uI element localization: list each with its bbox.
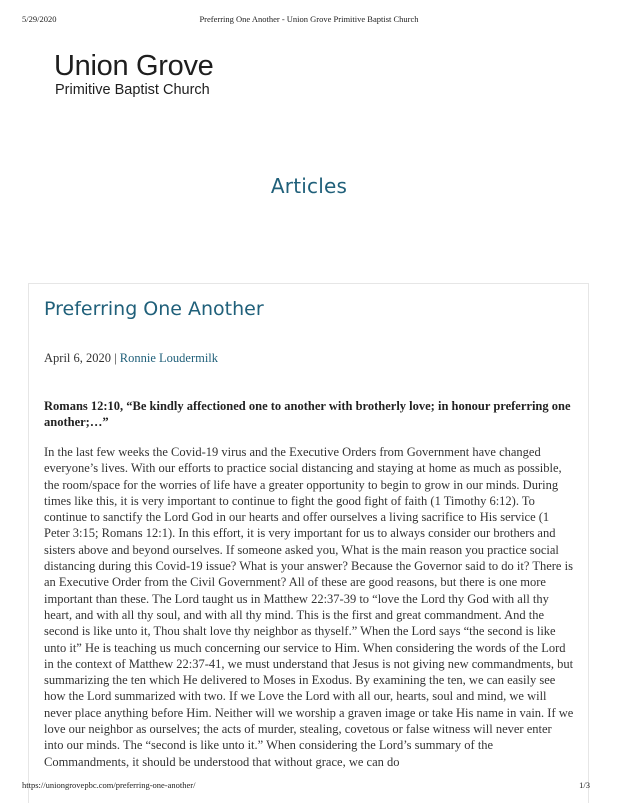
church-logo[interactable] — [54, 50, 274, 102]
print-header — [0, 14, 618, 26]
page-number: 1/3 — [579, 780, 590, 790]
page-url: https://uniongrovepbc.com/preferring-one-another/ — [22, 780, 196, 790]
author-link[interactable]: Ronnie Loudermilk — [119, 351, 219, 365]
print-footer — [0, 780, 618, 792]
post-meta — [44, 351, 218, 366]
article-body: In the last few weeks the Covid-19 virus and the Executive Orders from Government have changed everyone’s lives. With our efforts to practice social distancing and staying at home as much as possible, the room/space for the worries of life have a greater opportunity to begin to grow in our minds. During times like this, it is very important to continue to fight the good fight of faith (1 Timothy 6:12). To continue to sanctify the Lord God in our hearts and offer ourselves a living sacrifice to His service (1 Peter 3:15; Romans 12:1). In this effort, it is very important for us to always consider our brothers and sisters above and beyond ourselves. If someone asked you, What is the main reason you practice social distancing during this Covid-19 issue? What is your answer? Because the Governor said to do it? There is an Executive Order from the Civil Government? All of these are good reasons, but there is one more important than these. The Lord taught us in Matthew 22:37-39 to “love the Lord thy God with all thy heart, and with all thy soul, and with all thy mind. This is the first and great commandment. And the second is like unto it, Thou shalt love thy neighbor as thyself.” When the Lord says “the second is like unto it” He is teaching us much concerning our service to Him. When considering the words of the Lord in the context of Matthew 22:37-41, we must understand that Jesus is not giving new commandments, but summarizing the ten which He delivered to Moses in Exodus. By examining the ten, we can easily see how the Lord summarized with two. If we Love the Lord with all our, hearts, soul and mind, we will never place anything before Him. Neither will we worship a graven image or take His name in vain. If we love our neighbor as ourselves; the acts of murder, stealing, covetous or false witness will never enter into our minds. The “second is like unto it.” When considering the Lord’s summary of the Commandments, it should be understood that without grace, we can do — [44, 445, 574, 769]
logo-subtitle: Primitive Baptist Church — [55, 82, 210, 98]
post-date: April 6, 2020 — [44, 351, 112, 365]
page-title: Articles — [270, 174, 348, 198]
print-date: 5/29/2020 — [22, 14, 57, 24]
post-title[interactable]: Preferring One Another — [44, 298, 264, 320]
scripture-verse: Romans 12:10, “Be kindly affectioned one to another with brotherly love; in honour preferring one another;…” — [44, 399, 571, 429]
print-document-title: Preferring One Another - Union Grove Primitive Baptist Church — [199, 14, 419, 24]
logo-name: Union Grove — [54, 50, 214, 82]
meta-separator: | — [111, 351, 120, 365]
